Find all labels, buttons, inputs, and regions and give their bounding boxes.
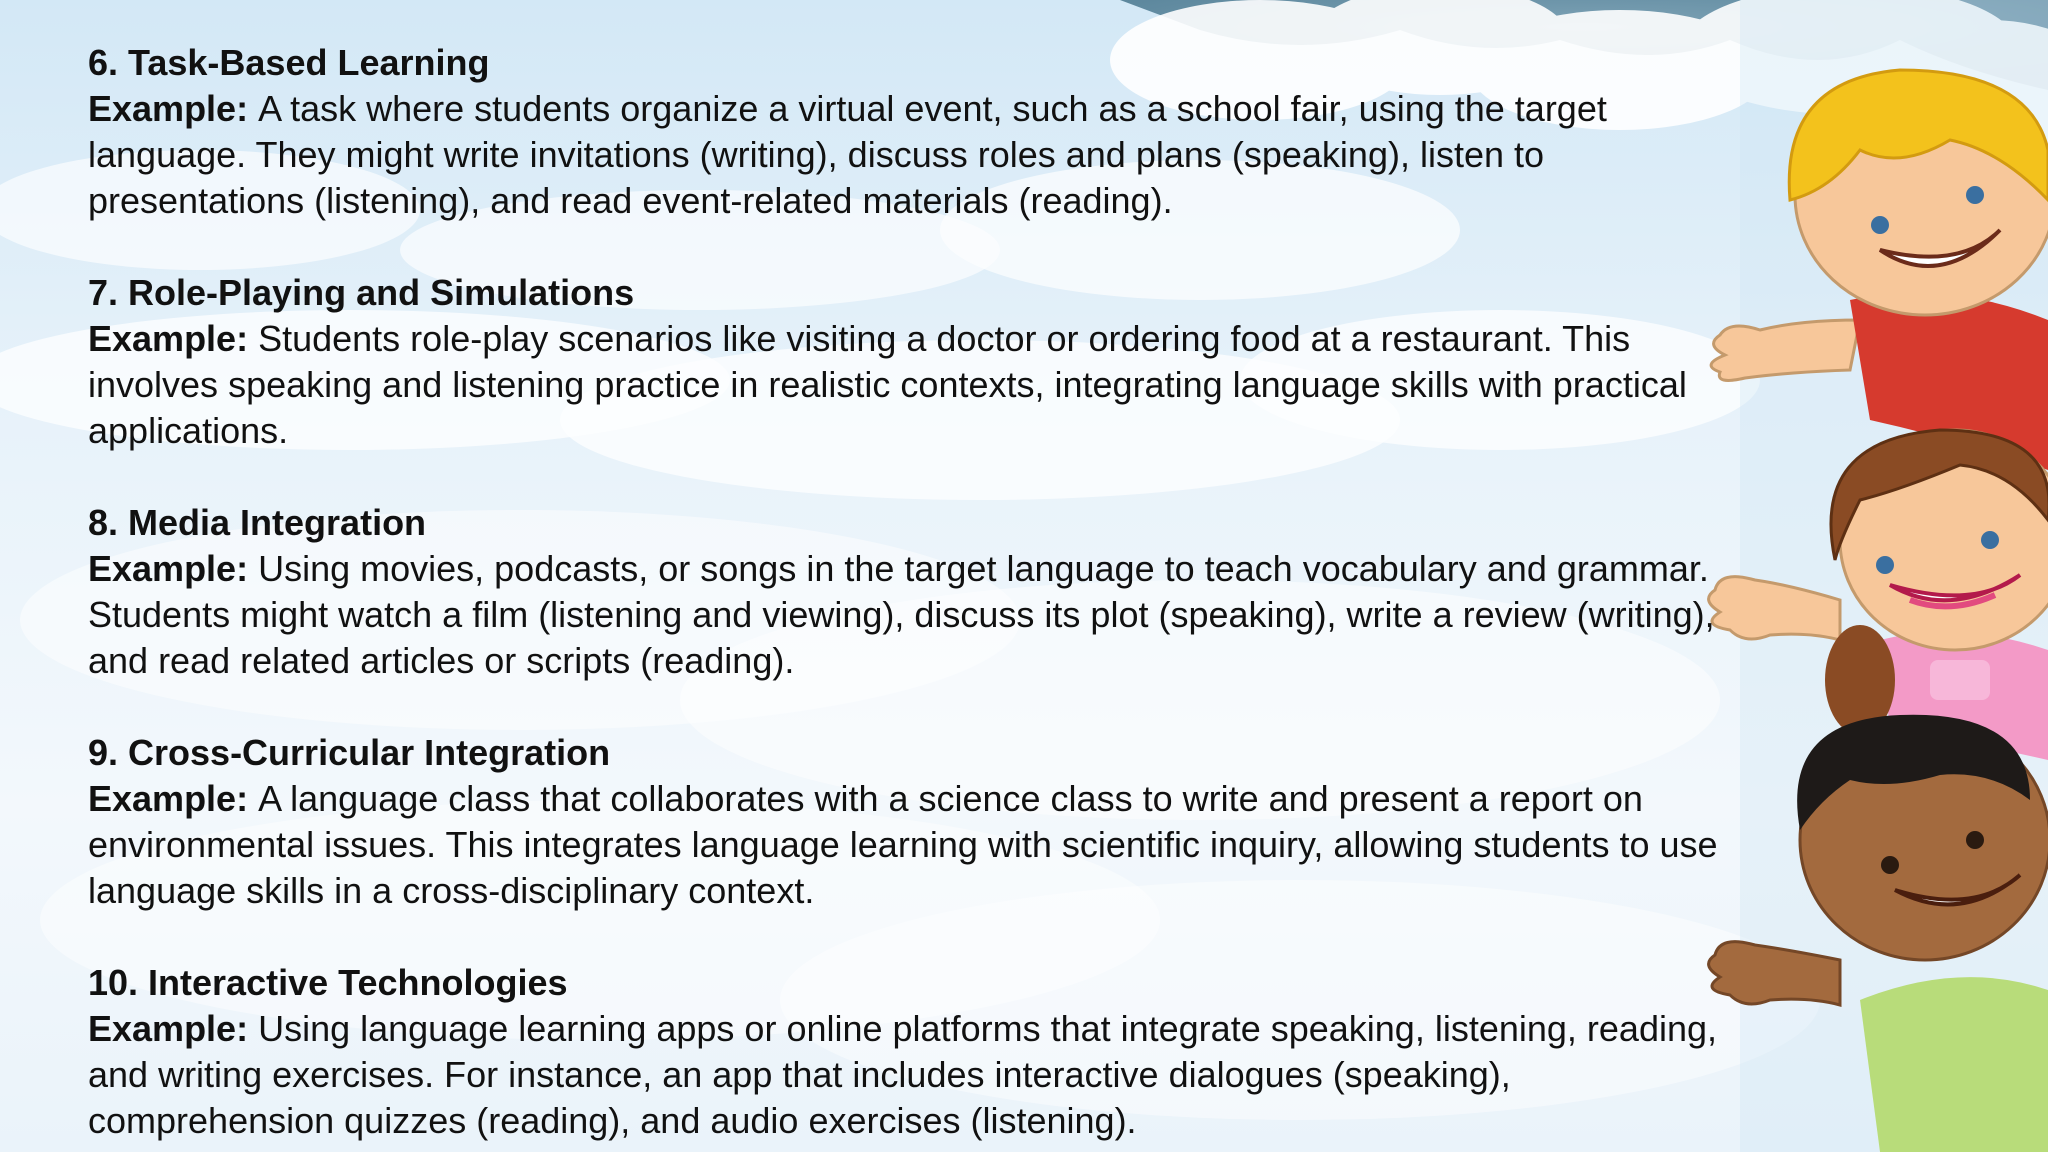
- example-text: Students role-play scenarios like visiting a doctor or ordering food at a restaurant. This involves speaking and listening practice in realistic contexts, integrating language skills with practical applications.: [88, 318, 1687, 451]
- example-label: Example:: [88, 88, 259, 129]
- example-label: Example:: [88, 318, 259, 359]
- example-text: Using movies, podcasts, or songs in the target language to teach vocabulary and grammar. Students might watch a film (listening and viewing), discuss its plot (speaking), write a review (writing), and read related articles or scripts (reading).: [88, 548, 1715, 681]
- slide-content: [88, 40, 1728, 1152]
- example-text: A language class that collaborates with a science class to write and present a report on environmental issues. This integrates language learning with scientific inquiry, allowing students to use language skills in a cross-disciplinary context.: [88, 778, 1718, 911]
- section-media-integration: [88, 500, 1728, 684]
- example-label: Example:: [88, 778, 259, 819]
- section-heading: 7. Role-Playing and Simulations: [88, 272, 635, 313]
- example-label: Example:: [88, 1008, 259, 1049]
- section-cross-curricular: [88, 730, 1728, 914]
- section-heading: 6. Task-Based Learning: [88, 42, 490, 83]
- example-text: Using language learning apps or online platforms that integrate speaking, listening, reading, and writing exercises. For instance, an app that includes interactive dialogues (speaking), comprehension quizzes (reading), and audio exercises (listening).: [88, 1008, 1718, 1141]
- section-task-based-learning: [88, 40, 1728, 224]
- section-heading: 8. Media Integration: [88, 502, 427, 543]
- section-heading: 9. Cross-Curricular Integration: [88, 732, 611, 773]
- section-role-playing: [88, 270, 1728, 454]
- example-text: A task where students organize a virtual event, such as a school fair, using the target language. They might write invitations (writing), discuss roles and plans (speaking), listen to presentations (listening), and read event-related materials (reading).: [88, 88, 1607, 221]
- section-interactive-technologies: [88, 960, 1728, 1144]
- section-heading: 10. Interactive Technologies: [88, 962, 568, 1003]
- example-label: Example:: [88, 548, 259, 589]
